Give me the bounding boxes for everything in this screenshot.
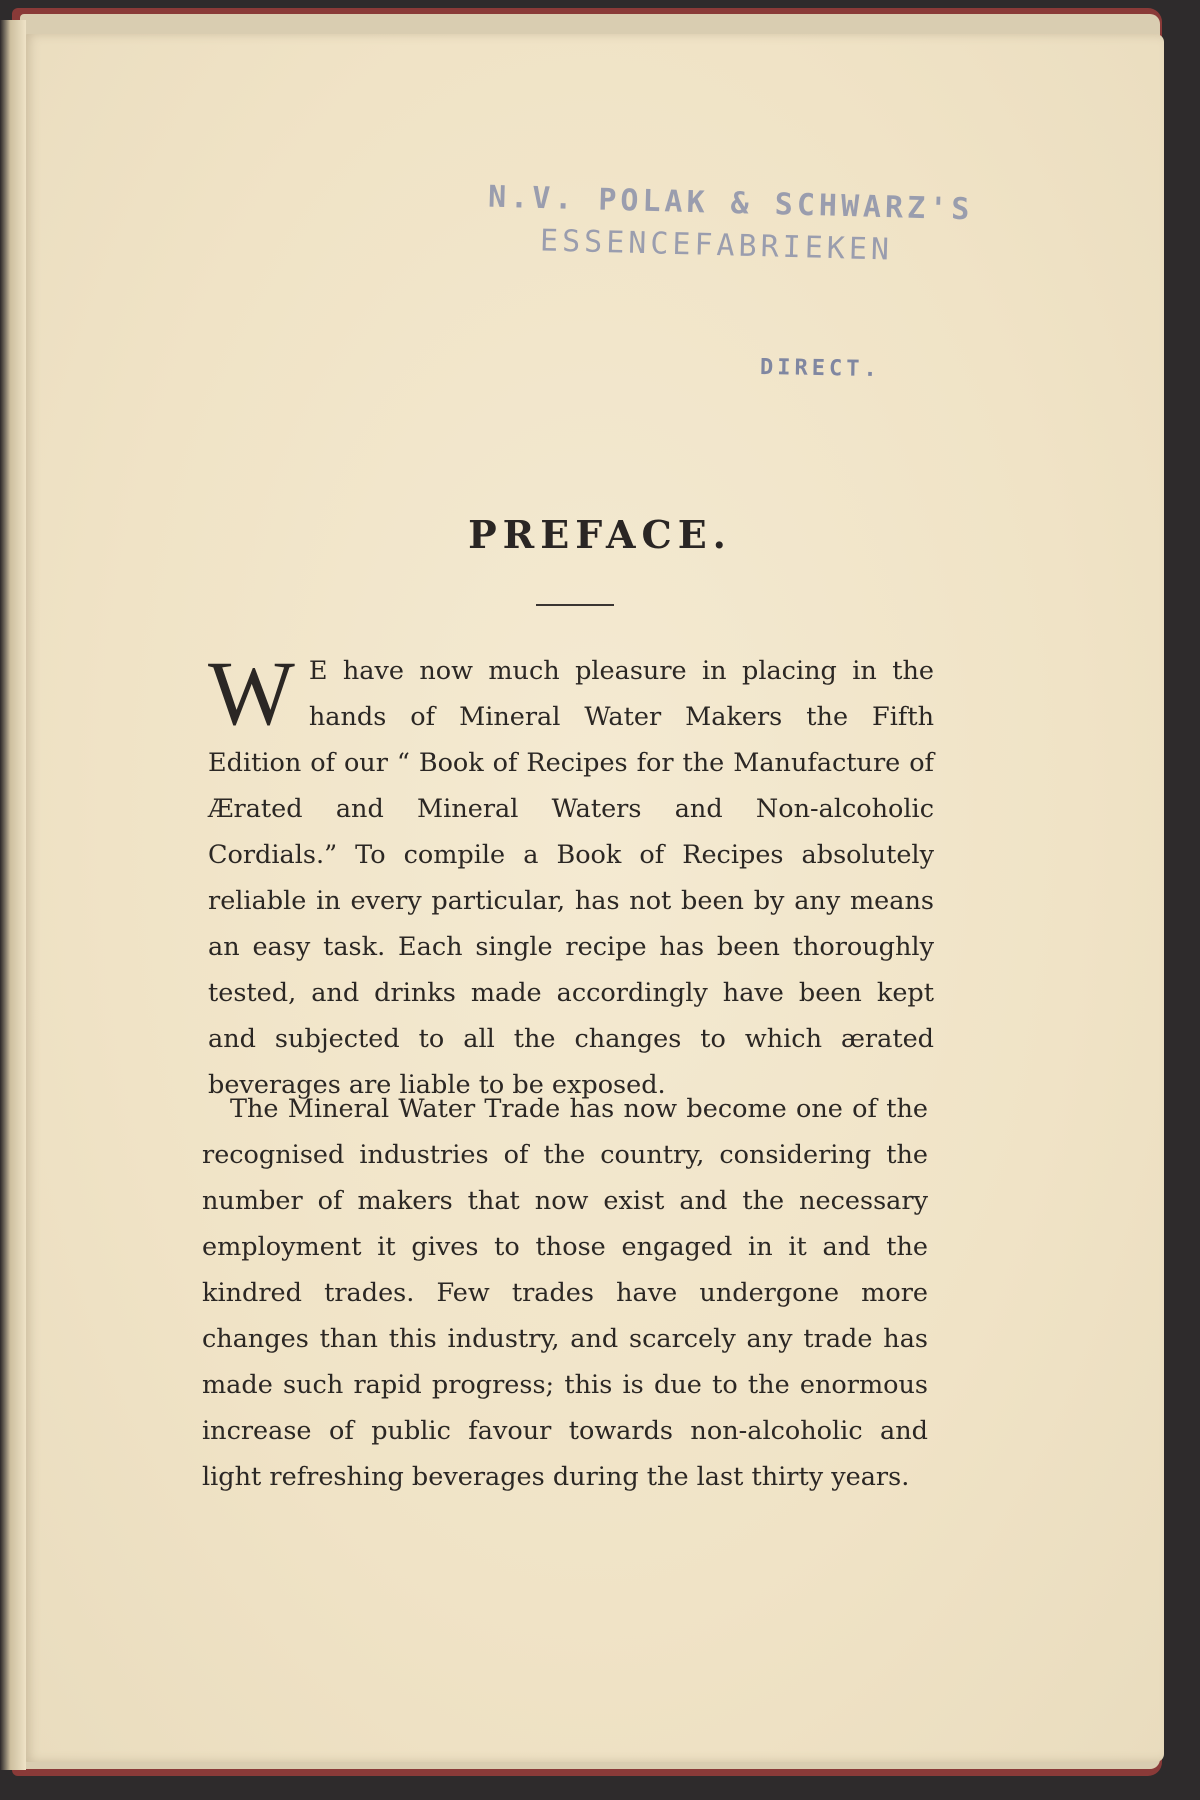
page-title: PREFACE. — [468, 512, 732, 557]
title-rule — [536, 604, 614, 606]
library-stamp-line-1: N.V. POLAK & SCHWARZ'S — [487, 179, 974, 228]
preface-paragraph-1 — [208, 642, 934, 1108]
drop-cap: W — [208, 642, 295, 744]
library-stamp-line-2: ESSENCEFABRIEKEN — [539, 223, 894, 268]
preface-paragraph-2 — [202, 1086, 928, 1500]
paragraph-2-text: The Mineral Water Trade has now become one of the recognised industries of the country, considering the number of makers that now exist and the necessary employment it gives to those engaged in it and the kindred trades. Few trades have undergone more changes than this industry, and scarcely any trade has made such rapid progress; this is due to the enormous increase of public favour towards non-alcoholic and light refreshing beverages during the last thirty years. — [202, 1094, 928, 1492]
previous-page-edge — [0, 20, 26, 1770]
library-stamp-line-3: DIRECT. — [759, 354, 881, 383]
paragraph-1-text: E have now much pleasure in placing in the hands of Mineral Water Makers the Fifth Edition of our “ Book of Recipes for the Manufacture of Ærated and Mineral Waters and Non-alcoholic Cordials.” To compile a Book of Recipes absolutely reliable in every particular, has not been by any means an easy task. Each single recipe has been thoroughly tested, and drinks made accordingly have been kept and subjected to all the changes to which ærated beverages are liable to be exposed. — [208, 656, 934, 1100]
